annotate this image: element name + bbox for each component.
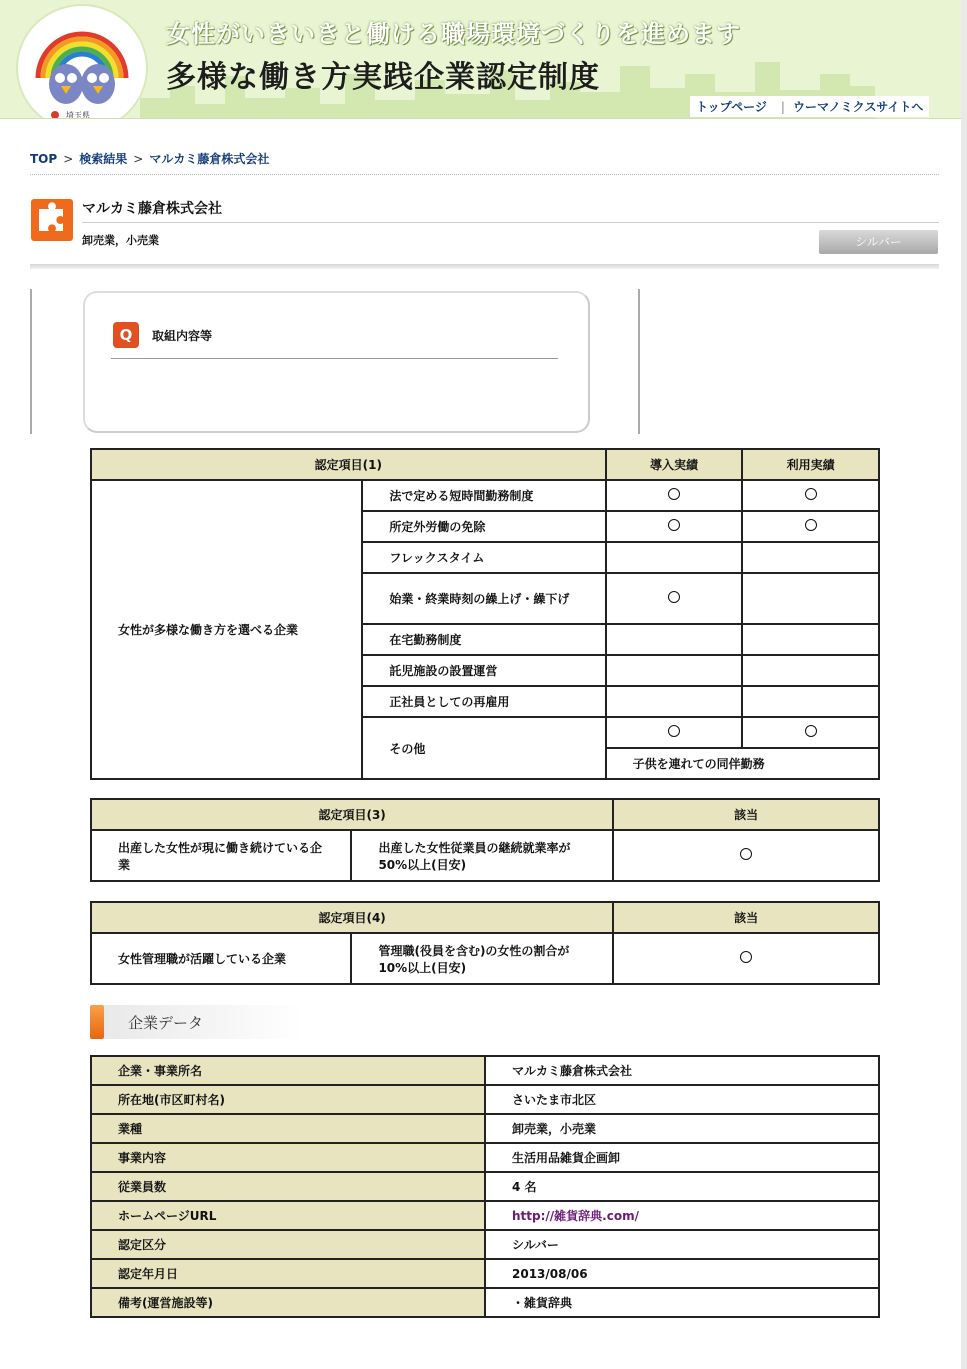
breadcrumb-search-results-link[interactable]: 検索結果 [79, 152, 128, 166]
womanomics-site-link[interactable]: ウーマノミクスサイトへ [792, 100, 924, 114]
circle-mark-icon [740, 951, 752, 963]
applies-cell [613, 933, 879, 984]
data-key: 備考(運営施設等) [91, 1288, 485, 1317]
breadcrumb-current[interactable]: マルカミ藤倉株式会社 [149, 152, 270, 166]
intro-cell [606, 480, 743, 511]
table-header: 認定項目(4) [91, 902, 613, 933]
item-cell: 託児施設の設置運営 [362, 655, 605, 686]
data-value: 4 名 [485, 1172, 879, 1201]
use-cell [742, 655, 879, 686]
company-data-heading: 企業データ [128, 1014, 204, 1032]
intro-cell [606, 624, 743, 655]
table-header: 利用実績 [742, 449, 879, 480]
table-header: 認定項目(1) [91, 449, 606, 480]
data-key: 業種 [91, 1114, 485, 1143]
divider [638, 289, 640, 434]
section-separator [30, 264, 939, 269]
table-row [91, 1143, 879, 1172]
use-cell [742, 542, 879, 573]
use-cell [742, 511, 879, 542]
item-cell: その他 [362, 717, 605, 779]
initiatives-heading: 取組内容等 [152, 329, 213, 343]
item-cell: 正社員としての再雇用 [362, 686, 605, 717]
company-industry: 卸売業，小売業 [82, 234, 159, 247]
table-row [91, 1230, 879, 1259]
circle-mark-icon [668, 591, 680, 603]
criteria-table-1 [90, 448, 880, 780]
site-header [0, 0, 961, 119]
data-key: 事業内容 [91, 1143, 485, 1172]
item-cell: 法で定める短時間勤務制度 [362, 480, 605, 511]
data-value: さいたま市北区 [485, 1085, 879, 1114]
circle-mark-icon [805, 488, 817, 500]
applies-cell [613, 830, 879, 881]
table-row [91, 1114, 879, 1143]
company-name: マルカミ藤倉株式会社 [82, 201, 222, 217]
other-note-cell: 子供を連れての同伴勤務 [606, 748, 879, 779]
data-key: ホームページURL [91, 1201, 485, 1230]
section-title-accent [90, 1005, 104, 1039]
chevron-right-icon: > [63, 152, 74, 166]
breadcrumb-top-link[interactable]: TOP [30, 152, 58, 166]
table-row [91, 1085, 879, 1114]
initiatives-panel [83, 291, 590, 433]
table-row [91, 1201, 879, 1230]
divider [111, 358, 558, 359]
circle-mark-icon [668, 488, 680, 500]
intro-cell [606, 686, 743, 717]
intro-cell [606, 511, 743, 542]
data-value [485, 1201, 879, 1230]
use-cell [742, 624, 879, 655]
criteria-table-3 [90, 798, 880, 882]
table-row [91, 1172, 879, 1201]
circle-mark-icon [668, 519, 680, 531]
site-title: 多様な働き方実践企業認定制度 [166, 60, 600, 95]
item-cell: 所定外労働の免除 [362, 511, 605, 542]
item-cell: 始業・終業時刻の繰上げ・繰下げ [362, 573, 605, 624]
item-cell: フレックスタイム [362, 542, 605, 573]
circle-mark-icon [668, 725, 680, 737]
table-row [91, 1288, 879, 1317]
breadcrumb [30, 150, 269, 167]
header-links [690, 96, 929, 117]
divider [30, 174, 939, 175]
company-data-table [90, 1055, 880, 1318]
q-icon: Q [113, 322, 139, 348]
data-value: 卸売業，小売業 [485, 1114, 879, 1143]
use-cell [742, 573, 879, 624]
puzzle-icon [31, 199, 73, 241]
use-cell [742, 717, 879, 748]
item-cell: 管理職(役員を含む)の女性の割合が10%以上(目安) [351, 933, 613, 984]
data-key: 企業・事業所名 [91, 1056, 485, 1085]
table-header: 該当 [613, 902, 879, 933]
data-value: 2013/08/06 [485, 1259, 879, 1288]
chevron-right-icon: > [133, 152, 144, 166]
intro-cell [606, 573, 743, 624]
use-cell [742, 686, 879, 717]
table-header: 該当 [613, 799, 879, 830]
circle-mark-icon [805, 725, 817, 737]
homepage-url-link[interactable]: http://雑貨辞典.com/ [512, 1209, 639, 1223]
certification-badge: シルバー [819, 230, 938, 254]
logo-mark-icon [18, 6, 146, 119]
category-cell: 女性が多様な働き方を選べる企業 [91, 480, 362, 779]
top-page-link[interactable]: トップページ [696, 100, 767, 114]
intro-cell [606, 717, 743, 748]
table-row [91, 1259, 879, 1288]
logo-prefecture-label: 埼玉県 [66, 111, 90, 119]
data-key: 認定年月日 [91, 1259, 485, 1288]
category-cell: 女性管理職が活躍している企業 [91, 933, 351, 984]
use-cell [742, 480, 879, 511]
table-row [91, 1056, 879, 1085]
item-cell: 在宅勤務制度 [362, 624, 605, 655]
logo[interactable] [16, 4, 148, 119]
item-cell: 出産した女性従業員の継続就業率が50%以上(目安) [351, 830, 613, 881]
data-value: ・雑貨辞典 [485, 1288, 879, 1317]
data-key: 所在地(市区町村名) [91, 1085, 485, 1114]
data-value: マルカミ藤倉株式会社 [485, 1056, 879, 1085]
category-cell: 出産した女性が現に働き続けている企業 [91, 830, 351, 881]
table-header: 導入実績 [606, 449, 743, 480]
circle-mark-icon [740, 848, 752, 860]
data-value: シルバー [485, 1230, 879, 1259]
header-tagline: 女性がいきいきと働ける職場環境づくりを進めます [166, 20, 741, 48]
data-key: 認定区分 [91, 1230, 485, 1259]
table-header: 認定項目(3) [91, 799, 613, 830]
criteria-table-4 [90, 901, 880, 985]
intro-cell [606, 542, 743, 573]
data-value: 生活用品雑貨企画卸 [485, 1143, 879, 1172]
data-key: 従業員数 [91, 1172, 485, 1201]
link-separator: | [780, 100, 785, 114]
intro-cell [606, 655, 743, 686]
divider [30, 289, 32, 434]
divider [82, 222, 939, 223]
circle-mark-icon [805, 519, 817, 531]
